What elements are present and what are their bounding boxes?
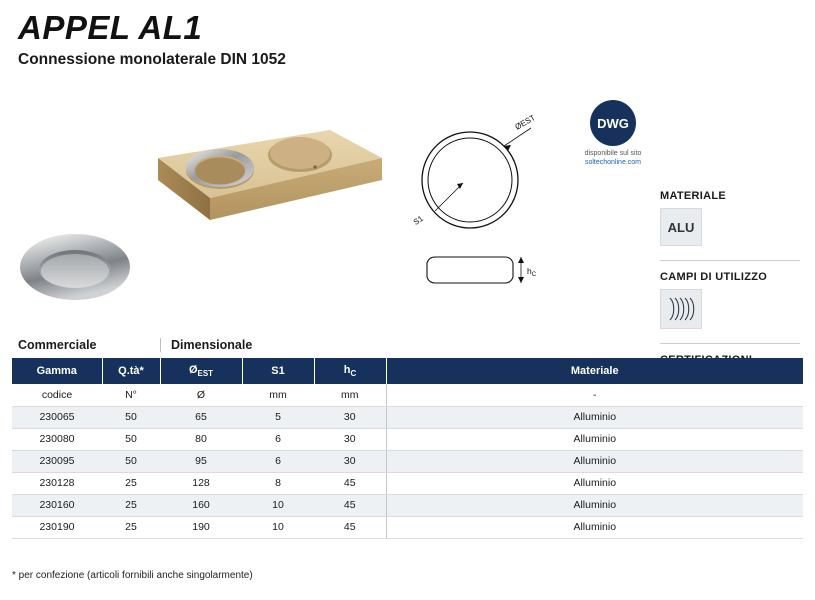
cell-gamma: 230190: [12, 516, 102, 538]
page-title: APPEL AL1: [18, 9, 203, 46]
cell-hc: 30: [314, 450, 386, 472]
header-materiale: Materiale: [386, 358, 803, 384]
dwg-circle-label: DWG: [590, 100, 636, 146]
unit-dest: Ø: [160, 384, 242, 406]
cell-dest: 95: [160, 450, 242, 472]
specification-table-section: [12, 338, 803, 539]
cell-gamma: 230128: [12, 472, 102, 494]
cell-materiale: Alluminio: [386, 516, 803, 538]
cell-s1: 8: [242, 472, 314, 494]
table-row: [12, 472, 803, 494]
cell-qta: 50: [102, 406, 160, 428]
header-diameter-est: $Ø_{EST}$: [160, 358, 242, 384]
cell-gamma: 230160: [12, 494, 102, 516]
material-badge: ALU: [660, 208, 702, 246]
divider: [660, 260, 800, 261]
cell-materiale: Alluminio: [386, 450, 803, 472]
technical-drawing: [405, 115, 565, 305]
label-dest: ØEST: [513, 115, 537, 132]
table-header-row: [12, 358, 803, 384]
cell-dest: 65: [160, 406, 242, 428]
cell-dest: 80: [160, 428, 242, 450]
unit-materiale: -: [386, 384, 803, 406]
cell-hc: 45: [314, 472, 386, 494]
cell-s1: 6: [242, 450, 314, 472]
specification-table: [12, 358, 803, 539]
cell-s1: 10: [242, 494, 314, 516]
cell-materiale: Alluminio: [386, 406, 803, 428]
usage-block: [660, 271, 800, 329]
table-row: [12, 428, 803, 450]
header-hc: $h_C$: [314, 358, 386, 384]
table-group-labels: [12, 338, 803, 352]
table-body: [12, 384, 803, 538]
cell-dest: 128: [160, 472, 242, 494]
cell-materiale: Alluminio: [386, 428, 803, 450]
illustration-area: [0, 95, 815, 315]
group-label-commerciale: Commerciale: [18, 338, 97, 352]
table-row: [12, 494, 803, 516]
cell-qta: 50: [102, 428, 160, 450]
dwg-caption: [570, 150, 656, 168]
cell-qta: 25: [102, 494, 160, 516]
dwg-site-link[interactable]: soltechonline.com: [584, 158, 642, 166]
unit-s1: mm: [242, 384, 314, 406]
aluminium-ring-photo: [18, 225, 133, 310]
cell-gamma: 230065: [12, 406, 102, 428]
unit-qta: N°: [102, 384, 160, 406]
cell-dest: 160: [160, 494, 242, 516]
cell-s1: 5: [242, 406, 314, 428]
table-row: [12, 406, 803, 428]
cell-hc: 30: [314, 406, 386, 428]
dwg-caption-line1: disponibile sul sito: [584, 150, 642, 157]
cell-gamma: 230095: [12, 450, 102, 472]
table-units-row: [12, 384, 803, 406]
label-hc: $h_C$: [527, 266, 537, 278]
document-header: [18, 10, 286, 69]
cell-gamma: 230080: [12, 428, 102, 450]
header-qta: Q.tà*: [102, 358, 160, 384]
wood-grain-icon: [660, 289, 702, 329]
cell-hc: 45: [314, 494, 386, 516]
cell-s1: 6: [242, 428, 314, 450]
material-block: [660, 190, 800, 246]
table-row: [12, 450, 803, 472]
header-gamma: Gamma: [12, 358, 102, 384]
cell-qta: 50: [102, 450, 160, 472]
table-footnote: * per confezione (articoli fornibili anche singolarmente): [12, 570, 253, 581]
wooden-block-photo: [150, 120, 390, 250]
header-s1: S1: [242, 358, 314, 384]
table-row: [12, 516, 803, 538]
cell-dest: 190: [160, 516, 242, 538]
unit-gamma: codice: [12, 384, 102, 406]
group-label-dimensionale: Dimensionale: [160, 338, 252, 352]
cell-s1: 10: [242, 516, 314, 538]
cell-qta: 25: [102, 516, 160, 538]
cell-materiale: Alluminio: [386, 472, 803, 494]
cell-qta: 25: [102, 472, 160, 494]
usage-heading: CAMPI DI UTILIZZO: [660, 271, 768, 283]
cell-hc: 45: [314, 516, 386, 538]
dwg-download-badge[interactable]: [570, 100, 656, 168]
cell-materiale: Alluminio: [386, 494, 803, 516]
unit-hc: mm: [314, 384, 386, 406]
label-s1: S1: [411, 213, 425, 227]
page-subtitle: Connessione monolaterale DIN 1052: [18, 51, 286, 69]
cell-hc: 30: [314, 428, 386, 450]
material-heading: MATERIALE: [660, 190, 727, 202]
